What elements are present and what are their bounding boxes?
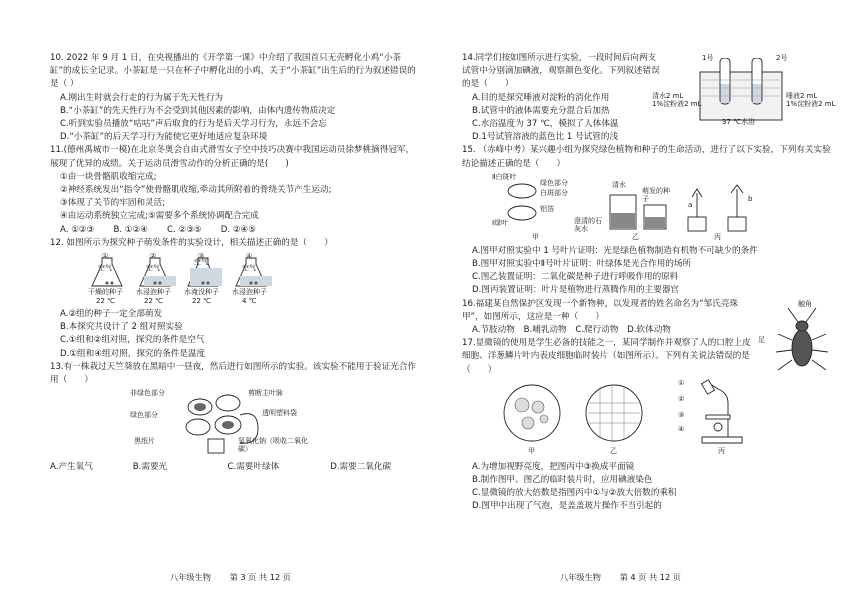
figure-label: 绿色部分	[540, 178, 568, 187]
figure-label: 非绿色部分	[130, 389, 165, 398]
question-stem: 15. （赤峰中考）某兴趣小组为探究绿色植物和种子的生命活动，进行了以下实验，下列有关实验结论描述正确的是（ ）	[462, 145, 831, 169]
question-12	[50, 237, 422, 361]
question-stem: 13.有一株栽过天竺葵放在黑暗中一昼夜，然后进行如图所示的实验。该实验不能用于验证光合作用（ ）	[50, 361, 417, 386]
question-16	[462, 298, 836, 344]
option-d: D.图甲中出现了气泡，是盖盖玻片操作不当引起的	[472, 501, 662, 512]
part-number: ②	[678, 394, 685, 403]
question-stem: 10. 2022 年 9 月 1 日，在央视播出的《开学第一课》中介绍了我国首只无壳孵化小鸡“小茶缸”的成长全记录。小茶缸是一只在杯子中孵化出的小鸡，关于“小茶缸”出生后的行为叙述错误的是（ ）	[50, 53, 416, 90]
option-a: A. ①②③	[60, 224, 95, 235]
figure-caption: 丙	[718, 446, 725, 455]
options-row	[472, 324, 762, 337]
question-stem: 14.同学们按如图所示进行实验，一段时间后向两支试管中分别滴加碘液，观察颜色变化。下列叙述错误的是（ ）	[462, 53, 660, 90]
option-c: C.①组和②组对照，探究的条件是空气	[60, 335, 205, 346]
question-13	[50, 361, 422, 475]
temp-label: 22 ℃	[144, 297, 163, 306]
figure-label: a	[688, 200, 693, 209]
tube-contents-left: 清水2 mL 1%淀粉液2 mL	[652, 92, 702, 108]
option-d: D.软体动物	[627, 325, 671, 336]
question-15	[462, 144, 836, 297]
left-page	[50, 52, 422, 474]
figure-caption: 丙	[714, 232, 721, 241]
air-label: 空气	[242, 264, 256, 273]
temp-label: 4 ℃	[242, 297, 257, 306]
option-b: B.制作图甲、图乙的临时装片时，应用碘液染色	[472, 475, 653, 486]
antenna-label: 触角	[798, 299, 812, 308]
option-c: C. ②③⑤	[167, 224, 202, 235]
option-c: C.爬行动物	[575, 325, 619, 336]
flask-caption: 水浸泡种子	[136, 288, 171, 297]
water-bath-label: 37 ℃水浴	[722, 118, 755, 126]
option-b: B.哺乳动物	[523, 325, 567, 336]
statement-item: ④由运动系统独立完成;⑤需要多个系统协调配合完成	[60, 211, 259, 222]
option-d: D.“小茶缸”的后天学习行为能使它更好地适应复杂环境	[60, 132, 268, 143]
right-page	[462, 52, 836, 514]
figure-label: 绿色部分	[130, 411, 158, 420]
air-label: 空气	[98, 264, 112, 273]
option-a: A.目的是探究唾液对淀粉的消化作用	[472, 92, 610, 103]
microscope-figure	[492, 379, 792, 459]
option-a: A.②组的种子一定全部萌发	[60, 309, 163, 320]
figure-label: 澄清的石灰水	[574, 216, 602, 233]
question-stem: 11.(德州禹城市一模)在北京冬奥会自由式滑雪女子空中技巧决赛中我国运动员徐梦桃摘得冠军，展现了优异的成绩。关于运动员滑雪动作的分析正确的是( )	[50, 145, 415, 169]
footer-subject: 八年级生物	[170, 572, 211, 582]
tube-contents-right: 唾液2 mL 1%淀粉液2 mL	[786, 92, 836, 108]
question-11	[50, 144, 422, 236]
flask-number: ②	[150, 252, 157, 261]
figure-label: 氢氧化钠（吸收二氧化碳）	[238, 437, 308, 454]
temp-label: 22 ℃	[96, 297, 115, 306]
part-number: ④	[678, 424, 685, 433]
temp-label: 22 ℃	[192, 297, 211, 306]
figure-label: 清水	[612, 180, 626, 189]
tube-label: 2号	[776, 54, 788, 62]
options-row	[50, 461, 422, 474]
option-a: A.图甲对照实验中 1 号叶片证明：光是绿色植物制造有机物不可缺少的条件	[472, 245, 758, 256]
leg-label: 足	[758, 335, 765, 344]
option-a: A.产生氧气	[50, 462, 93, 473]
option-a: A.刚出生时就会行走的行为属于先天性行为	[60, 92, 224, 103]
figure-label: Ⅱ白斑叶	[492, 172, 517, 181]
figure-label: 萌发的种子	[642, 186, 670, 203]
statement-item: ③体现了关节的牢固和灵活;	[60, 198, 166, 209]
option-b: B.本探究共设计了 2 组对照实验	[60, 322, 183, 333]
question-stem: 16.福建某自然保护区发现一个新物种，以发现者的姓名命名为“邹氏亮珠甲”，如图所示，这应是一种（ ）	[462, 298, 738, 322]
part-number: ③	[678, 410, 685, 419]
figure-label: b	[748, 194, 753, 203]
figure-caption: 乙	[632, 232, 639, 241]
option-a: A.节肢动物	[472, 325, 515, 336]
statement-item: ①由一块骨骼肌收缩完成;	[60, 171, 157, 182]
figure-label: 白斑部分	[540, 188, 568, 197]
flask-number: ①	[102, 252, 109, 261]
figure-caption: 乙	[610, 446, 617, 455]
figure-label: 黑纸片	[134, 437, 155, 446]
figure-caption: 甲	[532, 232, 539, 241]
option-c: C.听到实验员播放“咕咕”声后取食的行为是后天学习行为，永远不会忘	[60, 119, 327, 130]
footer-page: 第 3 页 共 12 页	[229, 572, 291, 582]
question-14	[462, 52, 836, 144]
flask-caption: 干燥的种子	[88, 288, 123, 297]
option-c: C.显微镜的放大倍数是指图丙中①与②放大倍数的乘积	[472, 488, 677, 499]
figure-label: 透明塑料袋	[262, 409, 297, 418]
option-b: B.需要光	[132, 462, 168, 473]
question-10	[50, 52, 422, 144]
question-stem: 17.显微镜的使用是学生必备的技能之一，某同学制作并观察了人的口腔上皮细胞、洋葱鳞片叶内表皮细胞临时装片（如图所示）。下列有关说法错误的是（ ）	[462, 338, 751, 375]
beetle-icon	[772, 304, 832, 380]
figure-label: Ⅰ绿叶	[492, 218, 509, 227]
option-b: B.图甲对照实验中Ⅱ号叶片证明：叶绿体是光合作用的场所	[472, 259, 692, 270]
flask-number: ④	[246, 252, 253, 261]
air-label: 空气	[194, 258, 208, 267]
options-row	[60, 224, 422, 237]
footer-subject: 八年级生物	[560, 572, 601, 582]
option-d: D.需要二氧化碳	[330, 462, 392, 473]
flask-number: ③	[198, 252, 205, 261]
option-c: C.水浴温度为 37 ℃，模拟了人体体温	[472, 119, 619, 130]
option-d: D.1号试管溶液的蓝色比 1 号试管的浅	[472, 132, 619, 143]
seed-germination-figure	[88, 252, 328, 306]
option-c: C.图乙装置证明：二氧化碳是种子进行呼吸作用的原料	[472, 272, 679, 283]
question-stem: 12. 如图所示为探究种子萌发条件的实验设计，相关描述正确的是（ ）	[50, 237, 333, 248]
option-d: D.①组和④组对照，探究的条件是温度	[60, 348, 206, 359]
tube-label: 1号	[702, 54, 714, 62]
statement-item: ②神经系统发出“指令”使骨骼肌收缩,牵动其所附着的骨绕关节产生运动;	[60, 185, 332, 196]
figure-caption: 甲	[528, 446, 535, 455]
option-d: D. ②④⑤	[220, 224, 256, 235]
footer-page: 第 4 页 共 12 页	[619, 572, 681, 582]
figure-label: 铝箔	[540, 204, 554, 213]
part-number: ①	[678, 378, 685, 387]
leaf-experiment-figure	[130, 389, 390, 459]
option-c: C.需要叶绿体	[227, 462, 280, 473]
option-b: B.“小茶缸”的先天性行为不会受到其他因素的影响，由体内遗传物质决定	[60, 105, 336, 116]
test-tube-figure	[652, 54, 836, 126]
figure-label: 剪断主叶脉	[248, 389, 283, 398]
flask-caption: 水淹没种子	[184, 288, 219, 297]
option-a: A.为增加视野亮度，把图丙中③换成平面镜	[472, 461, 635, 472]
beetle-figure	[758, 300, 834, 380]
air-label: 空气	[146, 264, 160, 273]
cells-and-microscope-diagram	[492, 379, 792, 449]
option-b: B.试管中的液体需要充分混合后加热	[472, 105, 610, 116]
flask-caption: 水浸泡种子	[232, 288, 267, 297]
option-d: D.图丙装置证明：叶片是植物进行蒸腾作用的主要器官	[472, 285, 680, 296]
plant-seed-figure	[492, 173, 792, 243]
option-b: B. ①②④	[113, 224, 148, 235]
footer-right	[560, 572, 697, 583]
footer-left	[170, 572, 307, 583]
